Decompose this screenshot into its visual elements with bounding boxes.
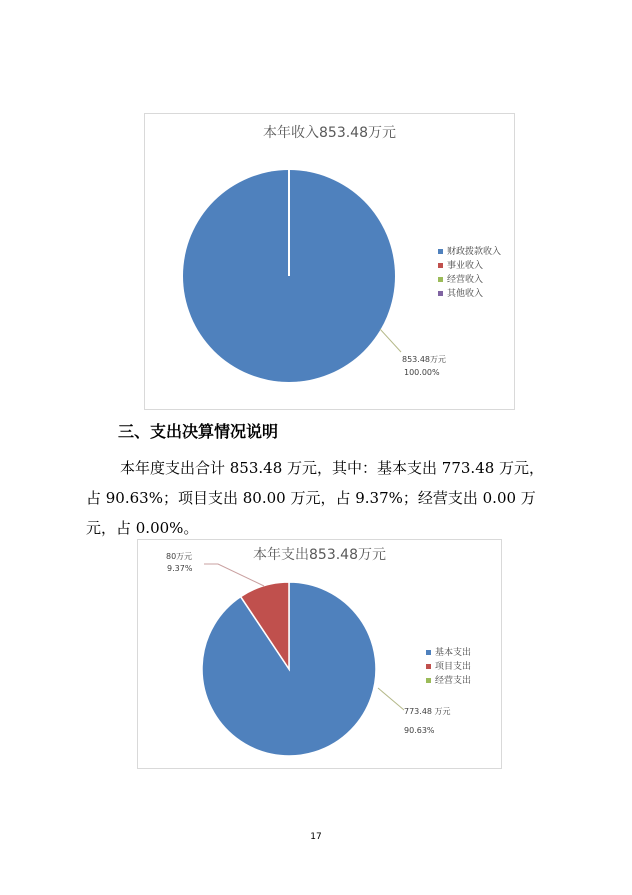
legend-label: 基本支出 bbox=[435, 648, 472, 658]
chart-legend bbox=[438, 245, 501, 301]
legend-label: 财政拨款收入 bbox=[447, 247, 502, 257]
data-label-percent: 100.00% bbox=[404, 368, 440, 377]
legend-swatch bbox=[426, 650, 431, 655]
data-label-leader bbox=[378, 688, 404, 710]
legend-swatch bbox=[438, 277, 443, 282]
legend-item bbox=[426, 646, 471, 660]
legend-label: 经营支出 bbox=[435, 676, 472, 686]
legend-item bbox=[426, 674, 471, 688]
paragraph-line: 元，占 0.00%。 bbox=[86, 519, 199, 537]
data-label-leader bbox=[380, 329, 401, 352]
chart-legend bbox=[426, 646, 471, 688]
legend-label: 事业收入 bbox=[447, 261, 484, 271]
legend-swatch bbox=[438, 291, 443, 296]
paragraph-line: 本年度支出合计 853.48 万元，其中：基本支出 773.48 万元， bbox=[120, 459, 545, 477]
page-number: 17 bbox=[310, 832, 322, 842]
data-label-value: 853.48万元 bbox=[402, 355, 446, 364]
legend-item bbox=[438, 245, 501, 259]
legend-swatch bbox=[438, 263, 443, 268]
data-label-value: 80万元 bbox=[166, 552, 193, 561]
data-label-value: 773.48 万元 bbox=[404, 707, 451, 716]
legend-label: 项目支出 bbox=[435, 662, 472, 672]
paragraph-line: 占 90.63%；项目支出 80.00 万元，占 9.37%；经营支出 0.00 万 bbox=[86, 489, 536, 507]
legend-swatch bbox=[438, 249, 443, 254]
legend-item bbox=[426, 660, 471, 674]
data-label-percent: 90.63% bbox=[404, 726, 435, 735]
data-label-percent: 9.37% bbox=[167, 564, 193, 573]
legend-item bbox=[438, 273, 501, 287]
expenditure-pie-chart bbox=[137, 539, 502, 769]
income-pie-chart bbox=[144, 113, 515, 410]
data-label-leader bbox=[204, 564, 264, 586]
chart-title: 本年支出853.48万元 bbox=[253, 547, 386, 563]
legend-item bbox=[438, 287, 501, 301]
legend-swatch bbox=[426, 678, 431, 683]
legend-label: 经营收入 bbox=[447, 275, 484, 285]
legend-label: 其他收入 bbox=[447, 289, 484, 299]
chart-title: 本年收入853.48万元 bbox=[263, 125, 396, 141]
legend-swatch bbox=[426, 664, 431, 669]
legend-item bbox=[438, 259, 501, 273]
section-heading: 三、支出决算情况说明 bbox=[118, 422, 279, 441]
